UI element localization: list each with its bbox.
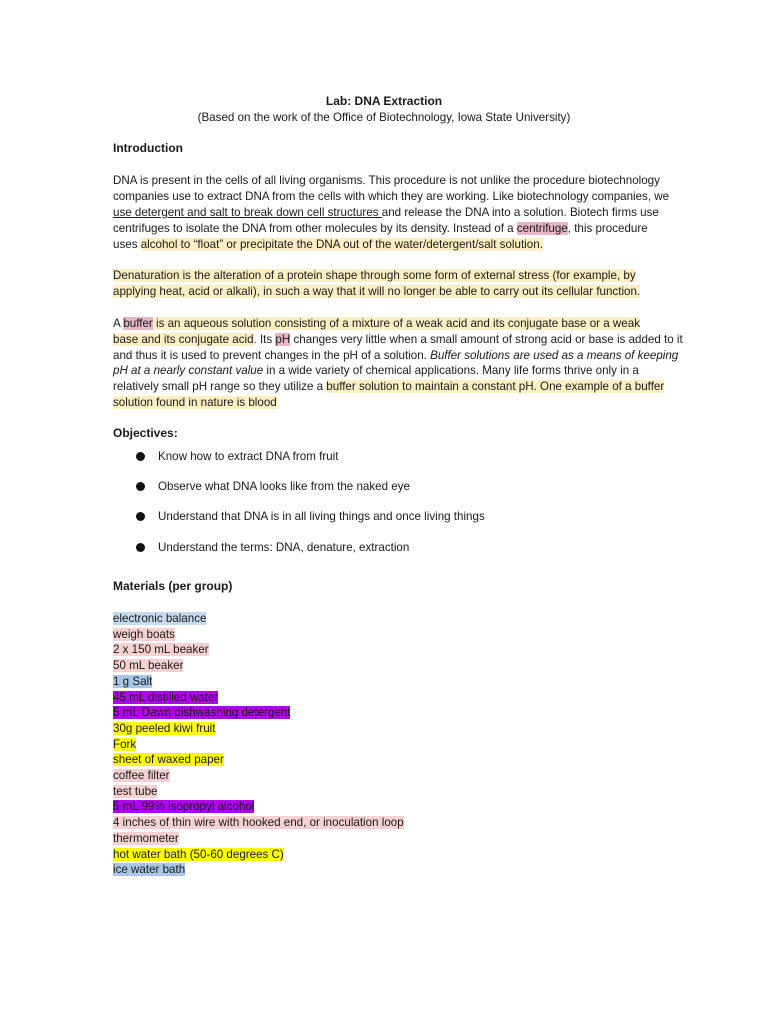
highlight-ph: pH [275, 333, 291, 346]
buffer-line [113, 332, 683, 347]
material-item: electronic balance [113, 612, 207, 625]
list-item: Observe what DNA looks like from the naked eye [158, 480, 410, 493]
material-item: 1 g Salt [113, 674, 153, 688]
intro-text: and release the DNA into a solution. Biotech firms use [381, 206, 659, 219]
list-item [113, 627, 175, 642]
buffer-text: A [113, 317, 124, 330]
highlight-buffer: buffer [123, 317, 153, 330]
material-item: Fork [113, 737, 137, 751]
highlight-buffer-solution: buffer solution to maintain a constant pH. One example of a buffer [326, 380, 665, 393]
material-item: test tube [113, 784, 158, 798]
denat-line [113, 268, 636, 283]
material-item: sheet of waxed paper [113, 753, 224, 767]
intro-heading: Introduction [113, 141, 183, 155]
list-item [113, 862, 185, 877]
bullet-icon [136, 482, 145, 491]
intro-line: DNA is present in the cells of all living organisms. This procedure is not unlike the procedure biotechnology [113, 174, 660, 187]
material-item: 4 inches of thin wire with hooked end, or inoculation loop [113, 816, 404, 830]
buffer-line [113, 379, 664, 394]
intro-line [113, 205, 659, 220]
material-item: 45 mL distilled water [113, 690, 219, 704]
intro-line [113, 221, 648, 236]
list-item: Understand that DNA is in all living things and once living things [158, 510, 485, 523]
intro-text: centrifuges to isolate the DNA from other molecules by its density. Instead of a [113, 222, 517, 235]
material-item: coffee filter [113, 769, 170, 782]
intro-line [113, 237, 543, 252]
list-item [113, 768, 170, 783]
list-item [113, 799, 254, 814]
list-item: Know how to extract DNA from fruit [158, 450, 339, 463]
list-item [113, 658, 183, 673]
italic-text: Buffer solutions are used as a means of keeping [430, 349, 679, 362]
buffer-text: changes very little when a small amount of strong acid or base is added to it [290, 333, 683, 346]
list-item [113, 674, 152, 689]
highlight-buffer-solution: solution found in nature is blood [113, 396, 277, 409]
material-item: 2 x 150 mL beaker [113, 643, 209, 657]
list-item [113, 752, 224, 767]
buffer-text: relatively small pH range so they utilize a [113, 380, 327, 393]
page-title: Lab: DNA Extraction [325, 94, 443, 108]
list-item [113, 642, 209, 657]
list-item [113, 847, 284, 862]
material-item: 5 mL 99% isopropyl alcohol [113, 800, 255, 814]
buffer-line [113, 316, 640, 331]
material-item: ice water bath [113, 863, 186, 877]
materials-heading: Materials (per group) [113, 579, 233, 593]
highlight-centrifuge: centrifuge [516, 222, 568, 235]
list-item [113, 784, 157, 799]
highlight-denaturation: applying heat, acid or alkali), in such a way that it will no longer be able to carry out its cellular function. [113, 285, 641, 298]
highlight-alcohol: alcohol to “float” or precipitate the DNA out of the water/detergent/salt solution. [140, 238, 543, 251]
highlight-denaturation: Denaturation is the alteration of a protein shape through some form of external stress (for example, by [113, 269, 636, 282]
buffer-text: in a wide variety of chemical applications. Many life forms thrive only in a [263, 364, 639, 377]
bullet-icon [136, 543, 145, 552]
buffer-text: and thus it is used to prevent changes in the pH of a solution. [113, 349, 431, 362]
denat-line [113, 284, 640, 299]
material-item: 30g peeled kiwi fruit [113, 721, 216, 735]
intro-text: , this procedure [567, 222, 648, 235]
material-item: weigh boats [113, 627, 175, 641]
list-item [113, 690, 218, 705]
material-item: 50 mL beaker [113, 659, 184, 673]
list-item [113, 815, 404, 830]
highlight-buffer-def: is an aqueous solution consisting of a mixture of a weak acid and its conjugate base or a weak [152, 317, 640, 330]
buffer-line [113, 348, 678, 363]
page-subtitle: (Based on the work of the Office of Biotechnology, Iowa State University) [197, 111, 571, 124]
bullet-icon [136, 512, 145, 521]
highlight-buffer-def: base and its conjugate acid [113, 333, 254, 346]
list-item [113, 831, 179, 846]
bullet-icon [136, 452, 145, 461]
underlined-text: use detergent and salt to break down cell structures [113, 206, 382, 219]
list-item [113, 737, 136, 752]
material-item: thermometer [113, 831, 179, 845]
material-item: hot water bath (50-60 degrees C) [113, 847, 284, 861]
list-item [113, 705, 290, 720]
material-item: 5 mL Dawn dishwashing detergent [113, 706, 291, 720]
list-item: Understand the terms: DNA, denature, extraction [158, 541, 410, 554]
buffer-line [113, 395, 277, 410]
buffer-line [113, 363, 639, 378]
objectives-heading: Objectives: [113, 426, 178, 440]
intro-line: companies use to extract DNA from the cells with which they are working. Like biotechnology companies, we [113, 190, 670, 203]
list-item [113, 611, 206, 626]
intro-text: uses [113, 238, 141, 251]
list-item [113, 721, 215, 736]
buffer-text: . Its [253, 333, 276, 346]
italic-text: pH at a nearly constant value [113, 364, 264, 377]
